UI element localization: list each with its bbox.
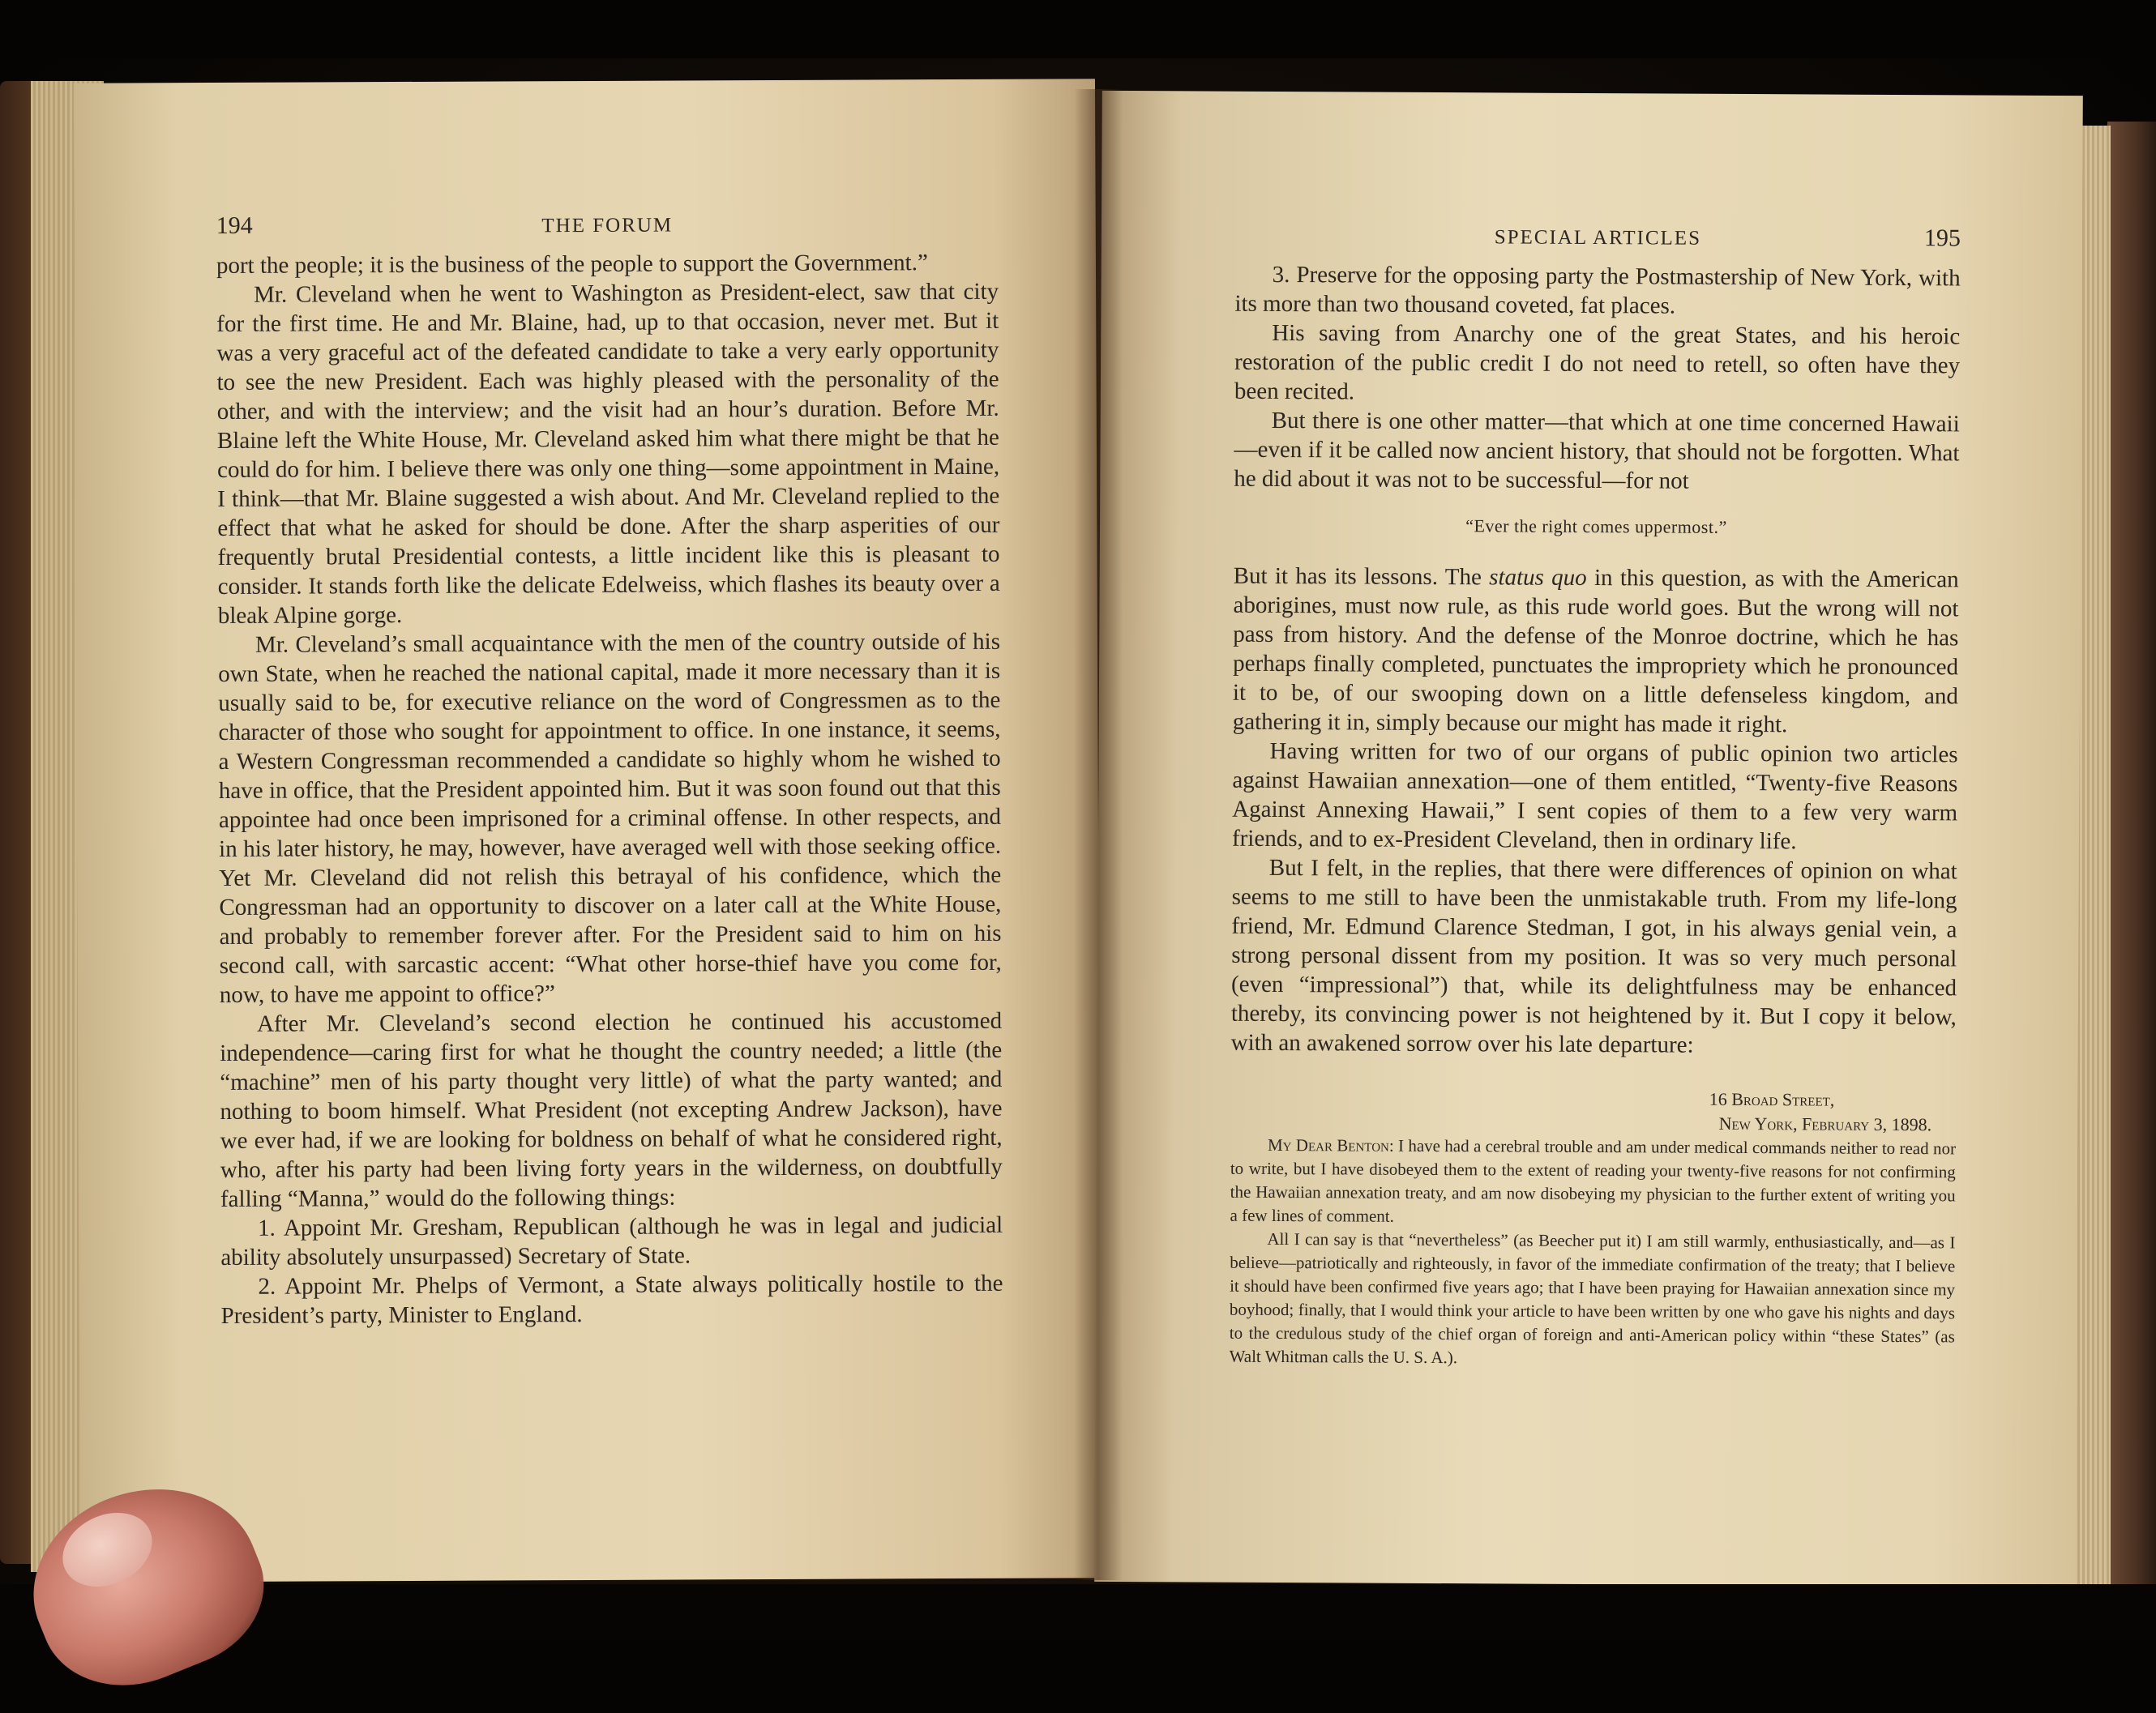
letter-salutation: My Dear Benton: (1267, 1134, 1394, 1156)
book-cover-right (2107, 122, 2156, 1596)
right-running-head (1235, 221, 1961, 253)
paragraph: Mr. Cleveland’s small acquaintance with the men of the country outside of his own State, when he reached the national capital, made it more necessary than it is usually said to be, for executive reliance on the word of Congressmen as to the character of those who sought for appointment to office. In one instance, it seems, a Western Congressman recommended a candidate so highly whom he wished to have in office, that the President appointed him. But it was soon found out that this appointee had once been imprisoned for a criminal offense. In other respects, and in his later history, he may, however, have averaged well with those seeking office. Yet Mr. Cleveland did not relish this betrayal of his confidence, which the Congressman had an opportunity to discover on a later call at the White House, and probably to remember forever after. For the President said to him on his second call, with sarcastic accent: “What other horse-thief have you come for, now, to have me appoint to office?” (218, 628, 1002, 1008)
paragraph: Having written for two of our organs of public opinion two articles against Hawaiian annexation—one of them entitled, “Twenty-five Reasons Against Annexing Hawaii,” I sent copies of them to a few very warm friends, and to ex-President Cleveland, then in ordinary life. (1231, 737, 1958, 855)
letter-date: New York, February 3, 1898. (1718, 1113, 1932, 1135)
paragraph: Mr. Cleveland when he went to Washington as President-elect, saw that city for the first time. He and Mr. Blaine, had, up to that occasion, never met. But it was a very graceful act of the defeated candidate to take a very early opportunity to see the new President. Each was highly pleased with the personality of the other, and with the interview; and the visit had an hour’s duration. Before Mr. Blaine left the White House, Mr. Cleveland asked him what there might be that he could do for him. I believe there was only one thing—some appointment in Maine, I think—that Mr. Blaine suggested a wish about. And Mr. Cleveland replied to the effect that what he asked for should be done. After the sharp asperities of our frequently brutal Presidential contests, a little incident like this is pleasant to consider. It stands forth like the delicate Edelweiss, which flashes its beauty over a bleak Alpine gorge. (216, 278, 1000, 629)
right-body-text (1231, 260, 1961, 1062)
motto-quote: “Ever the right comes uppermost.” (1465, 515, 1727, 537)
paragraph: port the people; it is the business of the people to support the Government.” (216, 250, 928, 279)
list-item: 1. Appoint Mr. Gresham, Republican (although he was in legal and judicial ability absolutely unsurpassed) Secretary of State. (220, 1211, 1003, 1271)
paragraph: His saving from Anarchy one of the great States, and his heroic restoration of the public credit I do not need to retell, so often have they been recited. (1234, 319, 1961, 405)
letter-paragraph: My Dear Benton: I have had a cerebral trouble and am under medical commands neither to read nor to write, but I have disobeyed them to the extent of reading your twenty-five reasons for not confirming the Hawaiian annexation treaty, and am now disobeying my physician to the further extent of writing you a few lines of comment. (1230, 1134, 1957, 1226)
letter-paragraph: All I can say is that “nevertheless” (as Beecher put it) I am still warmly, enthusiastically, and—as I believe—patriotically and righteously, in favor of the immediate confirmation of the treaty; that I believe it should have been confirmed five years ago; that I have been praying for Hawaiian annexation since my boyhood; finally, that I would think your article to have been written by one who gave his nights and days to the credulous study of the chief organ of foreign and anti-American policy within “these States” (as Walt Whitman calls the U. S. A.). (1229, 1228, 1956, 1368)
paragraph: But there is one other matter—that which at one time concerned Hawaii—even if it be called now ancient history, that should not be forgotten. What he did about it was not to be successful—for not (1234, 407, 1960, 494)
letter-street: 16 Broad Street, (1709, 1088, 1835, 1110)
paragraph: But I felt, in the replies, that there were differences of opinion on what seems to me still to have been the unmistakable truth. From my life-long friend, Mr. Edmund Clarence Stedman, I got, in his always genial vein, a strong personal dissent from my position. It was so very much personal (even “impressional”) that, while its delightfulness may be enhanced thereby, its convincing power is not heightened by it. But I copy it below, with an awakened sorrow over his late departure: (1230, 854, 1957, 1058)
book-gutter (1074, 89, 1123, 1580)
running-title: SPECIAL ARTICLES (1494, 226, 1702, 250)
paragraph: After Mr. Cleveland’s second election he continued his accustomed independence—caring first for what he thought the country needed; a little (the “machine” men of his party thought very little) of what the party wanted; and nothing to boom himself. What President (not excepting Andrew Jackson), have we ever had, if we are looking for boldness on behalf of what he considered right, who, after his party had been living forty years in the wilderness, on doubtfully falling “Manna,” would do the following things: (220, 1007, 1003, 1212)
letter-body (1230, 1134, 1957, 1373)
running-title: THE FORUM (541, 214, 674, 237)
italic-phrase: status quo (1489, 564, 1587, 591)
list-item: 2. Appoint Mr. Phelps of Vermont, a State always politically hostile to the President’s party, Minister to England. (220, 1270, 1003, 1329)
list-item: 3. Preserve for the opposing party the Postmastership of New York, with its more than two thousand coveted, fat places. (1234, 261, 1961, 319)
left-body-text (216, 248, 1003, 1331)
paragraph: But it has its lessons. The status quo in this question, as with the American aborigines, must now rule, as this rude world goes. But the wrong will not pass from history. And the defense of the Monroe doctrine, which he has perhaps finally completed, punctuates the impropriety which he pronounced it to be, of our swooping down on a little defenseless kingdom, and gathering it in, simply because our might has made it right. (1232, 562, 1959, 738)
letter-address (1230, 1085, 1956, 1138)
page-number: 195 (1923, 224, 1961, 252)
right-page (1094, 91, 2083, 1587)
background-bottom (0, 1584, 2156, 1640)
page-number: 194 (216, 211, 253, 239)
left-page (74, 79, 1102, 1582)
left-running-head (216, 209, 999, 240)
